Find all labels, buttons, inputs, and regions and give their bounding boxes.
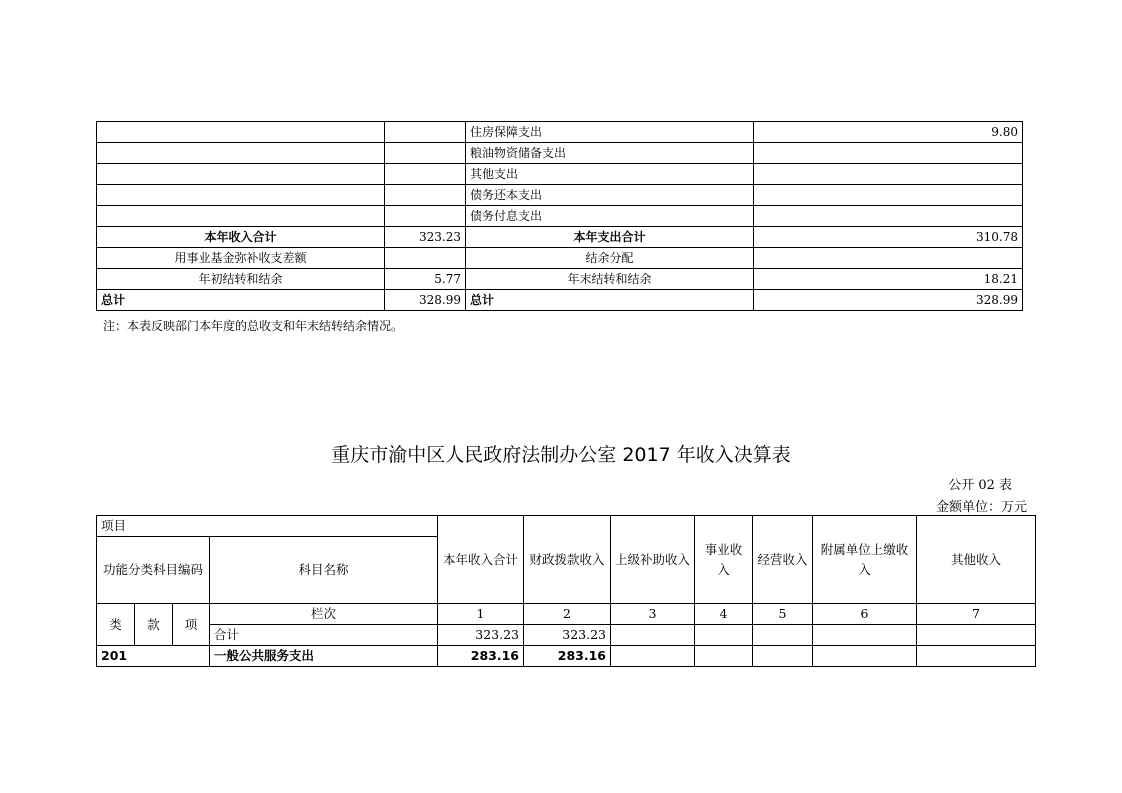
column-number-row bbox=[97, 604, 1036, 625]
right-value bbox=[754, 206, 1023, 227]
header-col-1: 本年收入合计 bbox=[438, 516, 524, 604]
income-expense-total-row bbox=[97, 227, 1023, 248]
row-value: 283.16 bbox=[524, 646, 611, 667]
table-row bbox=[97, 143, 1023, 164]
row-value bbox=[611, 646, 695, 667]
header-col-3: 上级补助收入 bbox=[611, 516, 695, 604]
header-col-7: 其他收入 bbox=[917, 516, 1036, 604]
header-project: 项目 bbox=[97, 516, 438, 537]
header-section: 款 bbox=[135, 604, 173, 646]
table-note: 注：本表反映部门本年度的总收支和年末结转结余情况。 bbox=[103, 319, 404, 333]
total-value bbox=[695, 625, 753, 646]
row-code: 201 bbox=[97, 646, 210, 667]
table-row bbox=[97, 185, 1023, 206]
left-label bbox=[97, 122, 385, 143]
grand-total-label-right: 总计 bbox=[466, 290, 754, 311]
header-col-4: 事业收入 bbox=[695, 516, 753, 604]
left-label bbox=[97, 143, 385, 164]
grand-total-row bbox=[97, 290, 1023, 311]
right-label: 债务付息支出 bbox=[466, 206, 754, 227]
income-table bbox=[96, 515, 1036, 667]
grand-total-value-left: 328.99 bbox=[385, 290, 466, 311]
total-value bbox=[753, 625, 813, 646]
right-label: 住房保障支出 bbox=[466, 122, 754, 143]
header-col-6: 附属单位上缴收入 bbox=[813, 516, 917, 604]
table-row bbox=[97, 248, 1023, 269]
left-value bbox=[385, 164, 466, 185]
income-total-label: 本年收入合计 bbox=[97, 227, 385, 248]
right-value bbox=[754, 164, 1023, 185]
amount-unit: 金额单位：万元 bbox=[935, 500, 1027, 515]
end-balance-value: 18.21 bbox=[754, 269, 1023, 290]
left-label bbox=[97, 206, 385, 227]
column-number: 5 bbox=[753, 604, 813, 625]
fund-gap-value bbox=[385, 248, 466, 269]
column-number: 1 bbox=[438, 604, 524, 625]
page-title: 重庆市渝中区人民政府法制办公室 2017 年收入决算表 bbox=[331, 444, 791, 466]
column-no-label: 栏次 bbox=[210, 604, 438, 625]
end-balance-label: 年末结转和结余 bbox=[466, 269, 754, 290]
grand-total-value-right: 328.99 bbox=[754, 290, 1023, 311]
begin-balance-value: 5.77 bbox=[385, 269, 466, 290]
total-value bbox=[813, 625, 917, 646]
right-value: 9.80 bbox=[754, 122, 1023, 143]
table-row bbox=[97, 164, 1023, 185]
left-value bbox=[385, 122, 466, 143]
row-value bbox=[813, 646, 917, 667]
surplus-dist-value bbox=[754, 248, 1023, 269]
form-number: 公开 02 表 bbox=[948, 478, 1012, 493]
summary-table bbox=[96, 121, 1023, 311]
table-row bbox=[97, 206, 1023, 227]
header-func-code: 功能分类科目编码 bbox=[97, 537, 210, 604]
left-value bbox=[385, 143, 466, 164]
total-value: 323.23 bbox=[524, 625, 611, 646]
left-label bbox=[97, 185, 385, 206]
column-number: 2 bbox=[524, 604, 611, 625]
right-label: 债务还本支出 bbox=[466, 185, 754, 206]
table-row bbox=[97, 122, 1023, 143]
header-subject-name: 科目名称 bbox=[210, 537, 438, 604]
row-value bbox=[917, 646, 1036, 667]
income-total-value: 323.23 bbox=[385, 227, 466, 248]
row-value bbox=[753, 646, 813, 667]
surplus-dist-label: 结余分配 bbox=[466, 248, 754, 269]
total-value bbox=[611, 625, 695, 646]
header-row bbox=[97, 516, 1036, 537]
row-value: 283.16 bbox=[438, 646, 524, 667]
total-value: 323.23 bbox=[438, 625, 524, 646]
left-value bbox=[385, 185, 466, 206]
left-label bbox=[97, 164, 385, 185]
left-value bbox=[385, 206, 466, 227]
row-value bbox=[695, 646, 753, 667]
expense-total-label: 本年支出合计 bbox=[466, 227, 754, 248]
column-number: 6 bbox=[813, 604, 917, 625]
total-row bbox=[97, 625, 1036, 646]
fund-gap-label: 用事业基金弥补收支差额 bbox=[97, 248, 385, 269]
right-value bbox=[754, 185, 1023, 206]
header-class: 类 bbox=[97, 604, 135, 646]
column-number: 4 bbox=[695, 604, 753, 625]
table-row bbox=[97, 269, 1023, 290]
grand-total-label-left: 总计 bbox=[97, 290, 385, 311]
expense-total-value: 310.78 bbox=[754, 227, 1023, 248]
header-col-5: 经营收入 bbox=[753, 516, 813, 604]
total-label: 合计 bbox=[210, 625, 438, 646]
column-number: 7 bbox=[917, 604, 1036, 625]
column-number: 3 bbox=[611, 604, 695, 625]
table-row bbox=[97, 646, 1036, 667]
right-label: 其他支出 bbox=[466, 164, 754, 185]
begin-balance-label: 年初结转和结余 bbox=[97, 269, 385, 290]
header-item: 项 bbox=[173, 604, 210, 646]
total-value bbox=[917, 625, 1036, 646]
right-value bbox=[754, 143, 1023, 164]
row-name: 一般公共服务支出 bbox=[210, 646, 438, 667]
header-col-2: 财政拨款收入 bbox=[524, 516, 611, 604]
right-label: 粮油物资储备支出 bbox=[466, 143, 754, 164]
